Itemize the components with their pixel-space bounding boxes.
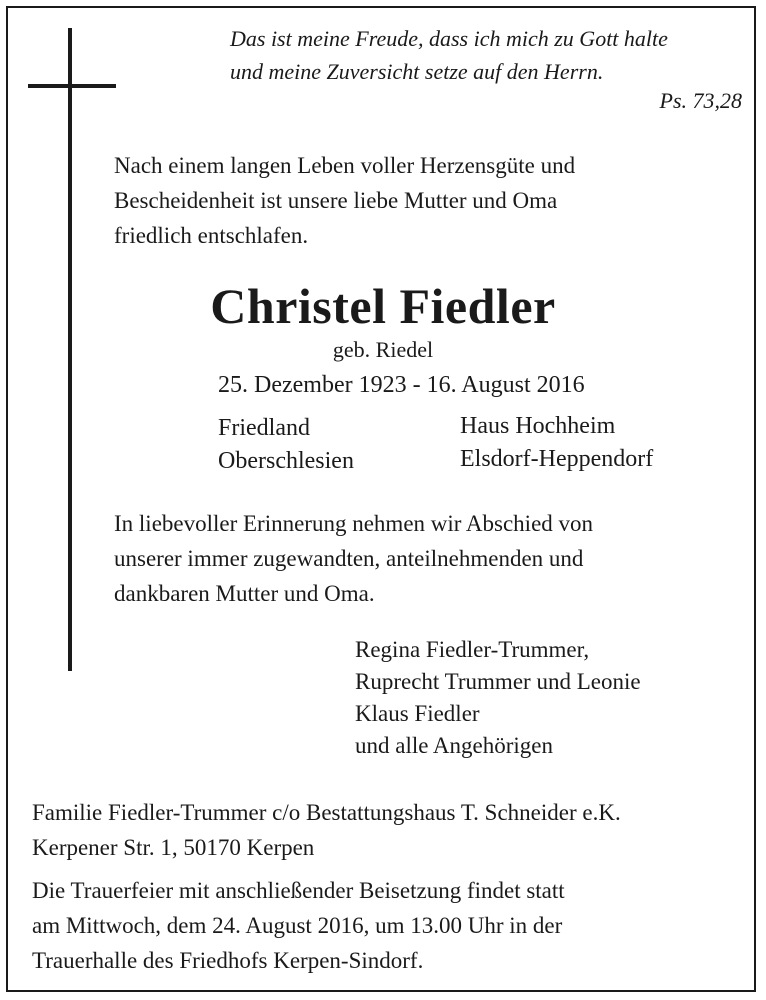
remembrance-line: unserer immer zugewandten, anteilnehmenden und [114,546,584,571]
mourner: Regina Fiedler-Trummer, [355,637,590,662]
service-line: am Mittwoch, dem 24. August 2016, um 13.00 Uhr in der [32,913,563,938]
verse-line: und meine Zuversicht setze auf den Herrn. [230,59,604,84]
birth-name: geb. Riedel [332,337,434,362]
mourner: und alle Angehörigen [355,733,554,758]
mourner: Ruprecht Trummer und Leonie [355,669,641,694]
remembrance-line: dankbaren Mutter und Oma. [114,581,375,606]
life-dates: 25. Dezember 1923 - 16. August 2016 [218,372,585,398]
verse-line: Das ist meine Freude, dass ich mich zu Gott halte [230,26,668,51]
service-line: Trauerhalle des Friedhofs Kerpen-Sindorf. [32,948,424,973]
contact-line: Kerpener Str. 1, 50170 Kerpen [32,835,315,860]
remembrance-text [114,506,593,611]
death-place-line: Haus Hochheim [460,413,616,439]
intro-line: friedlich entschlafen. [114,223,309,248]
contact-line: Familie Fiedler-Trummer c/o Bestattungshaus T. Schneider e.K. [32,800,621,825]
intro-text [114,148,575,253]
deceased-name: Christel Fiedler [210,278,556,334]
cross-horizontal-bar [28,84,116,88]
birth-place-line: Oberschlesien [218,448,354,474]
remembrance-line: In liebevoller Erinnerung nehmen wir Abschied von [114,511,594,536]
bible-verse [230,22,668,88]
intro-line: Nach einem langen Leben voller Herzensgüte und [114,153,576,178]
funeral-service-info [32,873,565,978]
death-place [460,410,653,476]
service-line: Die Trauerfeier mit anschließender Beisetzung findet statt [32,878,565,903]
birth-place [218,412,354,478]
verse-reference: Ps. 73,28 [659,88,742,113]
contact-address [32,795,621,865]
birth-place-line: Friedland [218,415,310,441]
mourner: Klaus Fiedler [355,701,480,726]
mourners-list [355,634,641,762]
intro-line: Bescheidenheit ist unsere liebe Mutter und Oma [114,188,558,213]
death-place-line: Elsdorf-Heppendorf [460,446,654,472]
